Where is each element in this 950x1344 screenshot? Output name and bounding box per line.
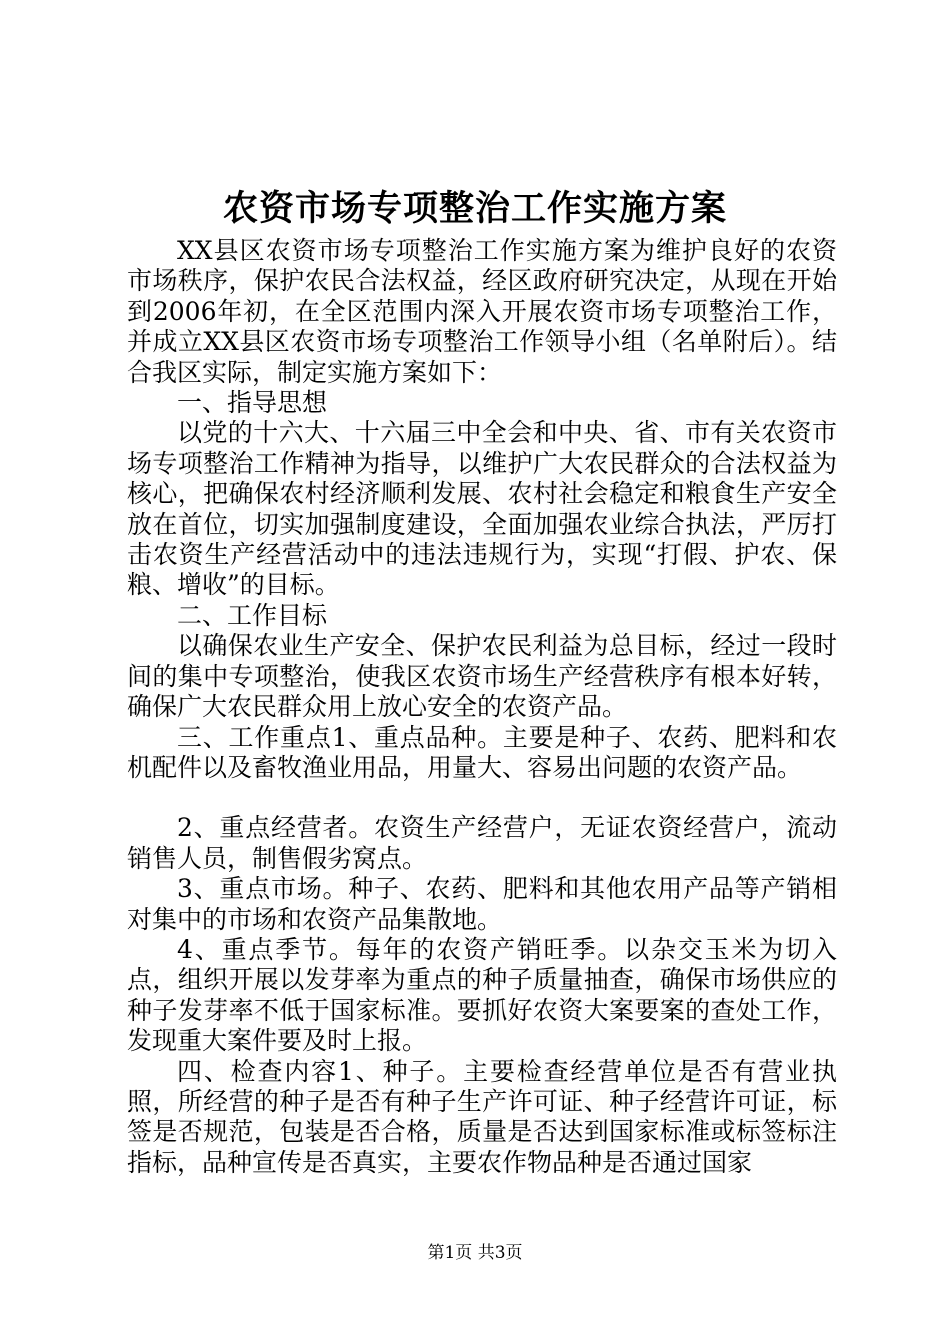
intro-paragraph: XX县区农资市场专项整治工作实施方案为维护良好的农资市场秩序，保护农民合法权益，经区政府研究决定，从现在开始到2006年初，在全区范围内深入开展农资市场专项整治工作，并成立XX县区农资市场专项整治工作领导小组（名单附后）。结合我区实际，制定实施方案如下： [127,236,837,387]
page-title: 农资市场专项整治工作实施方案 [222,188,727,229]
section-heading-work-goal: 二、工作目标 [177,600,328,630]
work-goal-paragraph: 以确保农业生产安全、保护农民利益为总目标，经过一段时间的集中专项整治，使我区农资市场生产经营秩序有根本好转，确保广大农民群众用上放心安全的农资产品。 [127,631,837,722]
guiding-ideology-paragraph: 以党的十六大、十六届三中全会和中央、省、市有关农资市场专项整治工作精神为指导，以维护广大农民群众的合法权益为核心，把确保农村经济顺利发展、农村社会稳定和粮食生产安全放在首位，切实加强制度建设，全面加强农业综合执法，严厉打击农资生产经营活动中的违法违规行为，实现“打假、护农、保粮、增收”的目标。 [127,418,837,600]
key-seasons-paragraph: 4、重点季节。每年的农资产销旺季。以杂交玉米为切入点，组织开展以发芽率为重点的种子质量抽查，确保市场供应的种子发芽率不低于国家标准。要抓好农资大案要案的查处工作，发现重大案件要及时上报。 [127,934,837,1056]
section-heading-guiding-ideology: 一、指导思想 [177,388,328,418]
inspection-seeds-paragraph: 四、检查内容1、种子。主要检查经营单位是否有营业执照，所经营的种子是否有种子生产许可证、种子经营许可证，标签是否规范，包装是否合格，质量是否达到国家标准或标签标注指标，品种宣传是否真实，主要农作物品种是否通过国家 [127,1056,837,1177]
page-number-footer: 第1页 共3页 [427,1243,523,1263]
key-varieties-paragraph: 三、工作重点1、重点品种。主要是种子、农药、肥料和农机配件以及畜牧渔业用品，用量大、容易出问题的农资产品。 [127,722,837,782]
key-operators-paragraph: 2、重点经营者。农资生产经营户，无证农资经营户，流动销售人员，制售假劣窝点。 [127,813,837,873]
document-body [127,236,837,1178]
key-markets-paragraph: 3、重点市场。种子、农药、肥料和其他农用产品等产销相对集中的市场和农资产品集散地。 [127,874,837,934]
